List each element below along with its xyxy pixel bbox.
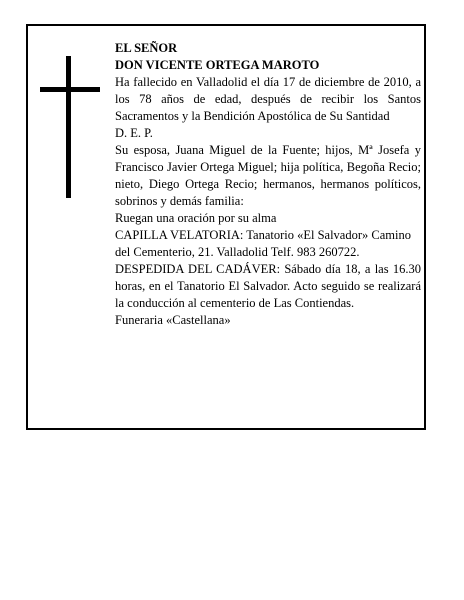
prayer-request: Ruegan una oración por su alma (115, 211, 277, 225)
notice-heading: EL SEÑOR (115, 41, 178, 55)
rip-text: D. E. P. (115, 126, 153, 140)
cross-icon (40, 56, 100, 198)
obituary-notice (26, 24, 426, 430)
cross-vertical-bar (66, 56, 71, 198)
chapel-info: CAPILLA VELATORIA: Tanatorio «El Salvador» Camino del Cementerio, 21. Valladolid Telf. 983 260722. (115, 228, 411, 259)
funeral-home: Funeraria «Castellana» (115, 313, 231, 327)
notice-text (115, 40, 421, 329)
deceased-name: DON VICENTE ORTEGA MAROTO (115, 58, 320, 72)
farewell-info: DESPEDIDA DEL CADÁVER: Sábado día 18, a las 16.30 horas, en el Tanatorio El Salvador. Acto seguido se realizará la conducción al cementerio de Las Contiendas. (115, 262, 421, 310)
family-list: Su esposa, Juana Miguel de la Fuente; hijos, Mª Josefa y Francisco Javier Ortega Miguel; hija política, Begoña Recio; nieto, Diego Ortega Recio; hermanos, hermanos políticos, sobrinos y demás familia: (115, 143, 421, 208)
cross-horizontal-bar (40, 87, 100, 92)
death-details: Ha fallecido en Valladolid el día 17 de diciembre de 2010, a los 78 años de edad, después de recibir los Santos Sacramentos y la Bendición Apostólica de Su Santidad (115, 75, 421, 123)
